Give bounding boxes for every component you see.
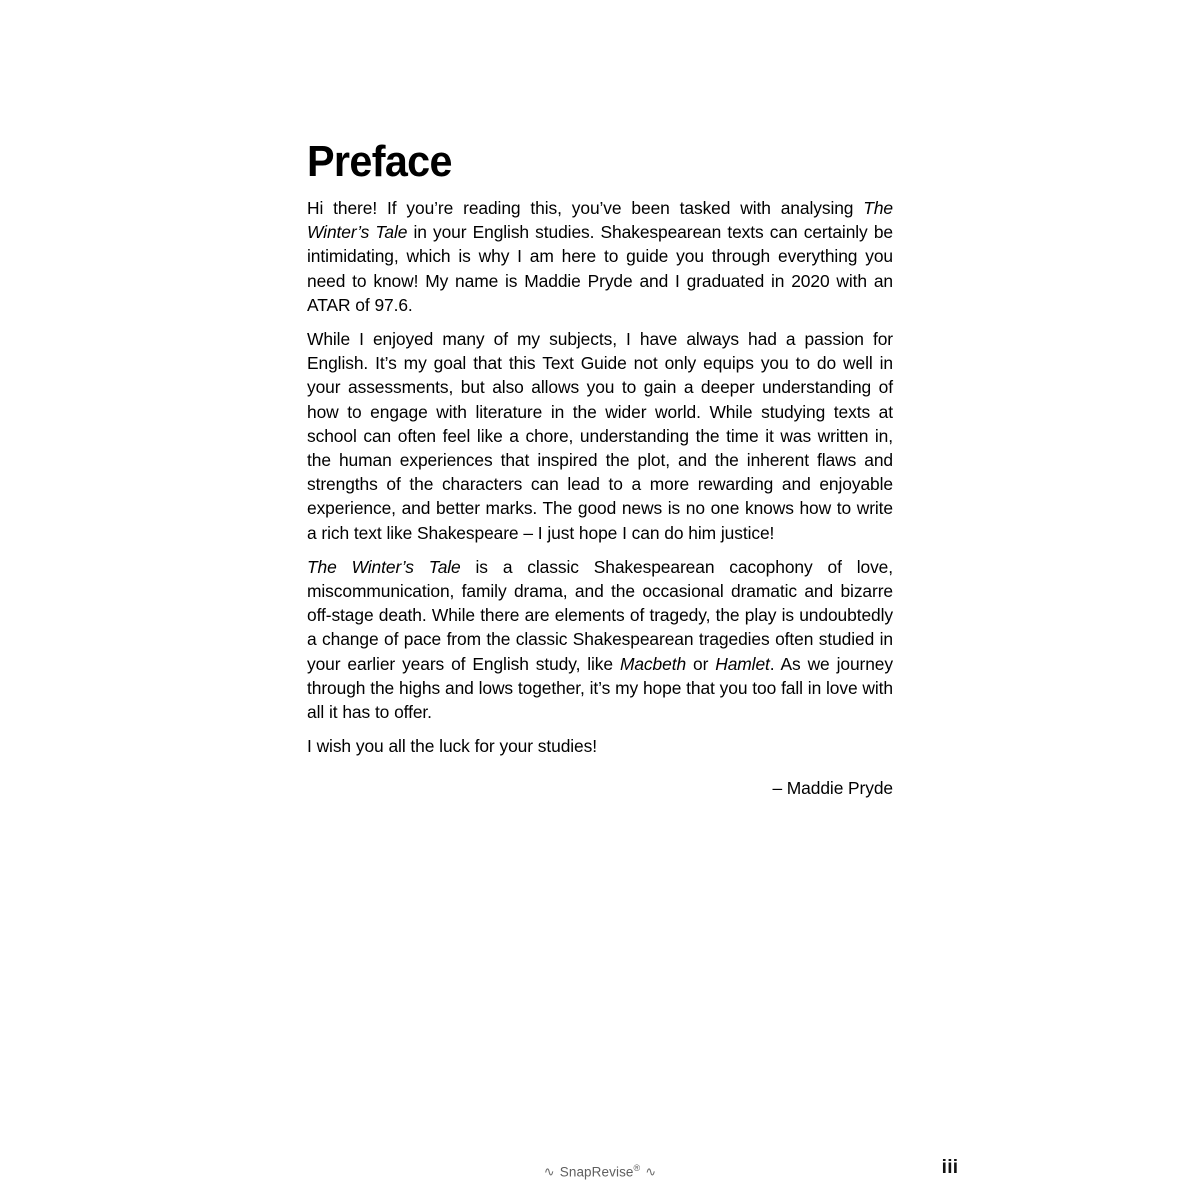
tilde-right-icon: ∿ [645,1163,657,1179]
text-run: in your English studies. Shakespearean texts can certainly be intimidating, which is why I am here to guide you through everything you need to know! My name is Maddie Pryde and I graduated in 2020 with an ATAR of 97.6. [307,222,893,315]
registered-trademark-icon: ® [633,1163,641,1173]
brand-mark [0,1158,1200,1183]
preface-content [307,137,894,801]
text-run: is a classic Shakespearean cacophony of love, miscommunication, family drama, and the occasional dramatic and bizarre off-stage death. While there are elements of tragedy, the play is undoubtedly a change of pace from the classic Shakespearean tragedies often studied in your earlier years of English study, like [307,556,894,674]
paragraph-good-luck [307,734,893,758]
book-title-italic: Macbeth [619,653,687,674]
tilde-left-icon: ∿ [543,1163,555,1179]
page-title: Preface [307,137,452,186]
text-run: . As we journey through the highs and lows together, it’s my hope that you too fall in love with all it has to offer. [307,653,893,723]
paragraph-about-the-play [307,555,893,724]
book-title-italic: The Winter’s Tale [307,198,893,243]
paragraph-intro [307,196,893,317]
text-run: or [686,653,716,674]
text-run: Hi there! If you’re reading this, you’ve been tasked with analysing [307,198,864,218]
author-signature: – Maddie Pryde [772,778,893,799]
page-number: iii [941,1157,959,1178]
text-run: I wish you all the luck for your studies! [307,736,597,757]
paragraph-passion-for-english [307,327,893,545]
book-title-italic: The Winter’s Tale [307,556,461,577]
text-run: While I enjoyed many of my subjects, I have always had a passion for English. It’s my goal that this Text Guide not only equips you to do well in your assessments, but also allows you to gain a deeper understanding of how to engage with literature in the wider world. While studying texts at school can often feel like a chore, understanding the time it was written in, the human experiences that inspired the plot, and the inherent flaws and strengths of the characters can lead to a more rewarding and enjoyable experience, and better marks. The good news is no one knows how to write a rich text like Shakespeare – I just hope I can do him justice! [307,329,893,543]
brand-name: SnapRevise [559,1164,634,1180]
page-footer [0,1158,1200,1188]
book-title-italic: Hamlet [715,653,770,674]
